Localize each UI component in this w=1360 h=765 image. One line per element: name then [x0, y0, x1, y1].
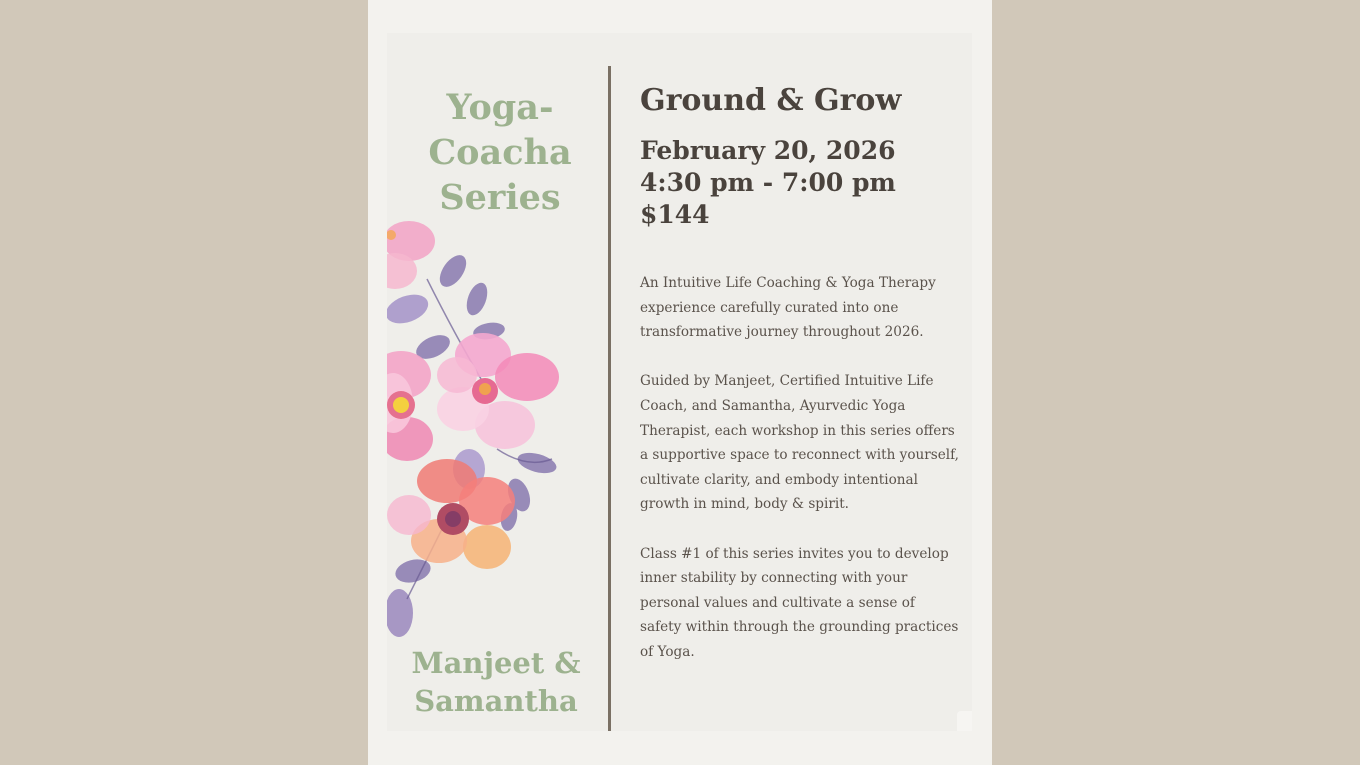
- watercolor-flowers-illustration: [387, 219, 587, 639]
- series-title: [387, 85, 613, 220]
- event-title: Ground & Grow: [640, 83, 902, 118]
- hosts-line-2: Samantha: [414, 684, 578, 718]
- hosts-names: [387, 644, 605, 720]
- series-title-line-3: Series: [439, 177, 561, 218]
- event-flyer: [387, 33, 972, 731]
- event-price: $144: [640, 200, 710, 229]
- description-paragraph-3: Class #1 of this series invites you to develop inner stability by connecting with your personal values and cultivate a sense of safety within through the grounding practices of Yoga.: [640, 545, 959, 660]
- event-time: 4:30 pm - 7:00 pm: [640, 168, 896, 197]
- event-meta: [640, 135, 960, 231]
- page-corner-icon[interactable]: [957, 711, 972, 731]
- event-date: February 20, 2026: [640, 136, 896, 165]
- event-description: [640, 271, 960, 665]
- event-details: [640, 81, 960, 689]
- description-paragraph-1: An Intuitive Life Coaching & Yoga Therapy experience carefully curated into one transformative journey throughout 2026.: [640, 275, 936, 341]
- flyer-page: [368, 0, 992, 765]
- description-paragraph-2: Guided by Manjeet, Certified Intuitive Life Coach, and Samantha, Ayurvedic Yoga Therapist, each workshop in this series offers a supportive space to reconnect with yourself, cultivate clarity, and embody intentional growth in mind, body & spirit.: [640, 373, 959, 513]
- vertical-divider: [608, 66, 611, 731]
- series-title-line-2: Coacha: [428, 132, 572, 173]
- hosts-line-1: Manjeet &: [411, 646, 581, 680]
- series-title-line-1: Yoga-: [446, 87, 554, 128]
